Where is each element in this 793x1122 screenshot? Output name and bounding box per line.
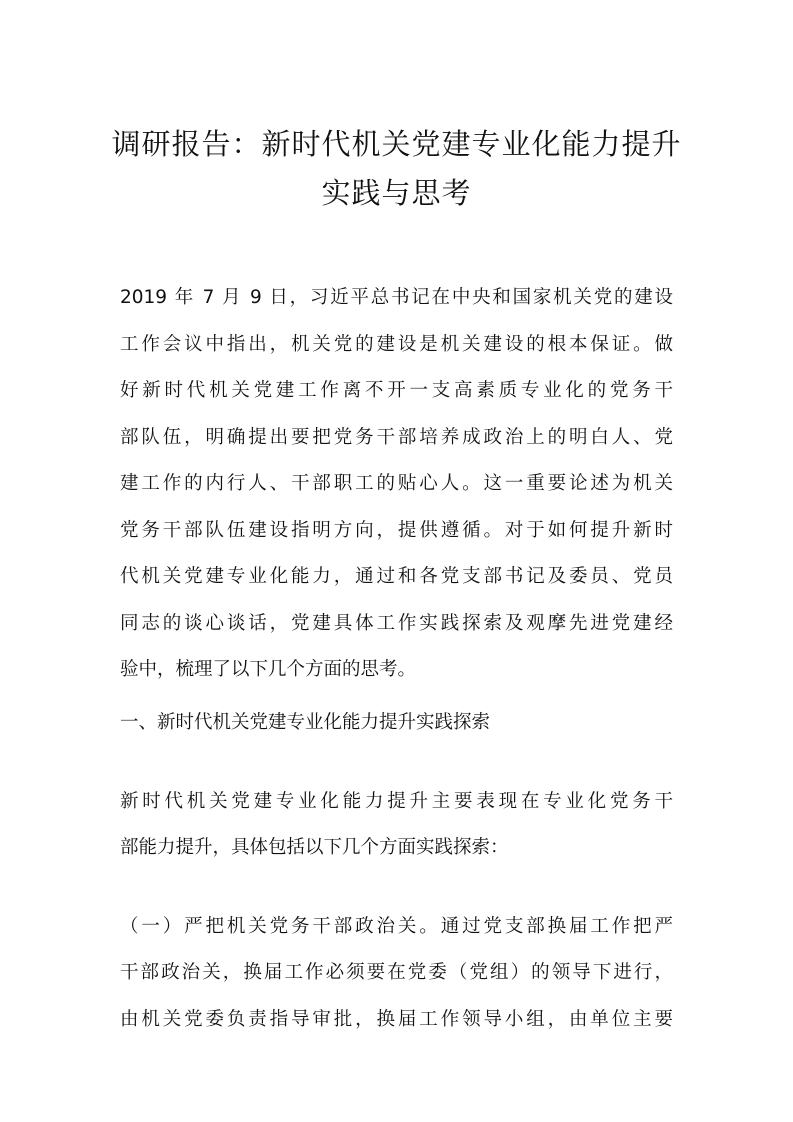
paragraph-line: （一）严把机关党务干部政治关。通过党支部换届工作把严 — [120, 916, 673, 937]
document-title-line-2: 实践与思考 — [321, 176, 472, 210]
paragraph-line: 部队伍，明确提出要把党务干部培养成政治上的明白人、党 — [120, 427, 673, 448]
paragraph-line: 由机关党委负责指导审批，换届工作领导小组，由单位主要 — [120, 1009, 673, 1030]
paragraph-line: 干部政治关，换届工作必须要在党委（党组）的领导下进行， — [120, 962, 673, 983]
paragraph-line: 同志的谈心谈话，党建具体工作实践探索及观摩先进党建经 — [120, 613, 673, 634]
paragraph-line: 代机关党建专业化能力，通过和各党支部书记及委员、党员 — [120, 566, 673, 587]
paragraph-line: 好新时代机关党建工作离不开一支高素质专业化的党务干 — [120, 380, 673, 401]
paragraph-line: 工作会议中指出，机关党的建设是机关建设的根本保证。做 — [120, 334, 673, 355]
paragraph-line: 建工作的内行人、干部职工的贴心人。这一重要论述为机关 — [120, 473, 673, 494]
paragraph-line: 验中，梳理了以下几个方面的思考。 — [120, 659, 417, 680]
paragraph-line: 党务干部队伍建设指明方向，提供遵循。对于如何提升新时 — [120, 520, 673, 541]
paragraph-line: 部能力提升，具体包括以下几个方面实践探索： — [120, 837, 509, 858]
paragraph-line: 2019 年 7 月 9 日，习近平总书记在中央和国家机关党的建设 — [120, 287, 673, 308]
section-heading-text: 一、新时代机关党建专业化能力提升实践探索 — [120, 712, 491, 733]
document-title-line-1: 调研报告：新时代机关党建专业化能力提升 — [111, 127, 682, 161]
paragraph-line: 新时代机关党建专业化能力提升主要表现在专业化党务干 — [120, 791, 673, 812]
